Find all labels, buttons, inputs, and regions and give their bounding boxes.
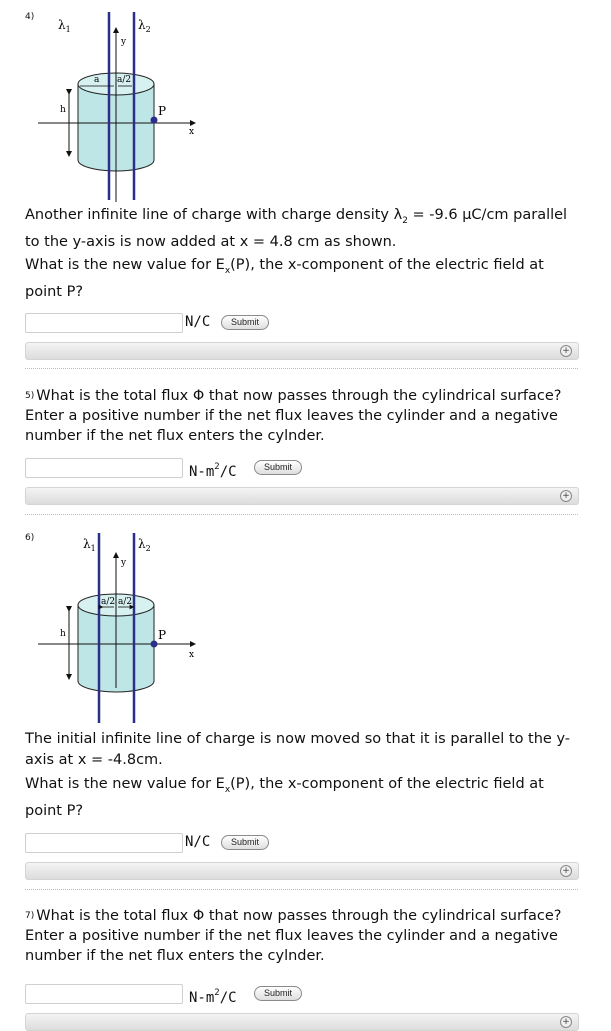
half-a-left-label: a/2 (101, 597, 116, 607)
lambda2-label: $\lambda_2$ (138, 18, 151, 34)
q5-unit: $N-m^2/C$ (189, 462, 237, 480)
q6-answer-input[interactable] (25, 833, 183, 853)
y-axis-label: y (121, 37, 127, 47)
section-divider (25, 889, 578, 890)
q5-submit-button[interactable]: Submit (254, 460, 302, 475)
section-divider (25, 514, 578, 515)
plus-circle-icon[interactable]: + (560, 865, 572, 877)
q7-question (25, 906, 585, 966)
q7-hint-bar[interactable] (25, 1013, 579, 1031)
q6-paragraph-2: What is the new value for $E_x(P)$, the x-component of the electric field at point P? (25, 776, 544, 819)
height-h-label: h (60, 629, 66, 639)
height-h-label: h (60, 105, 66, 115)
x-axis-label: x (189, 650, 195, 660)
half-a-right-label: a/2 (118, 597, 133, 607)
q5-question-text: What is the total flux Φ that now passes through the cylindrical surface? Enter a positive number if the net flux leaves the cylinder and a negative number if the net flux enters the cylnder. (25, 388, 562, 444)
q7-submit-button[interactable]: Submit (254, 986, 302, 1001)
q7-unit: $N-m^2/C$ (189, 988, 237, 1006)
section-divider (25, 368, 578, 369)
figure-cylinder-moved-line (35, 533, 205, 728)
q5-question (25, 386, 585, 446)
q4-paragraph-1: Another infinite line of charge with charge density $\lambda_2 = -9.6$ μC/cm parallel to the y-axis is now added at x = 4.8 cm as shown. (25, 207, 568, 250)
half-a-label: a/2 (117, 75, 132, 85)
lambda1-label: $\lambda_1$ (83, 537, 96, 553)
lambda1-label: $\lambda_1$ (58, 18, 71, 34)
q6-paragraph-1: The initial infinite line of charge is now moved so that it is parallel to the y-axis at x = -4.8cm. (25, 731, 571, 768)
plus-circle-icon[interactable]: + (560, 345, 572, 357)
q4-paragraph-2: What is the new value for $E_x(P)$, the x-component of the electric field at point P? (25, 257, 544, 300)
q5-hint-bar[interactable] (25, 487, 579, 505)
q6-hint-bar[interactable] (25, 862, 579, 880)
y-axis-label: y (121, 558, 127, 568)
figure-cylinder-two-lines (35, 12, 205, 202)
q4-answer-input[interactable] (25, 313, 183, 333)
radius-a-label: a (94, 75, 100, 85)
plus-circle-icon[interactable]: + (560, 490, 572, 502)
question-number: 4) (25, 12, 35, 22)
q4-submit-button[interactable]: Submit (221, 315, 269, 330)
point-p-label: P (158, 104, 167, 118)
x-axis-label: x (189, 127, 195, 137)
q7-answer-input[interactable] (25, 984, 183, 1004)
q5-answer-input[interactable] (25, 458, 183, 478)
question-number: 6) (25, 533, 35, 543)
question-number: 7) (25, 911, 35, 921)
point-p-label: P (158, 628, 167, 642)
q4-unit: N/C (185, 314, 211, 330)
q7-question-text: What is the total flux Φ that now passes through the cylindrical surface? Enter a positive number if the net flux leaves the cylinder and a negative number if the net flux enters the cylnder. (25, 908, 562, 964)
lambda2-label: $\lambda_2$ (138, 537, 151, 553)
q6-submit-button[interactable]: Submit (221, 835, 269, 850)
question-number: 5) (25, 391, 35, 401)
plus-circle-icon[interactable]: + (560, 1016, 572, 1028)
q6-unit: N/C (185, 834, 211, 850)
q4-hint-bar[interactable] (25, 342, 579, 360)
